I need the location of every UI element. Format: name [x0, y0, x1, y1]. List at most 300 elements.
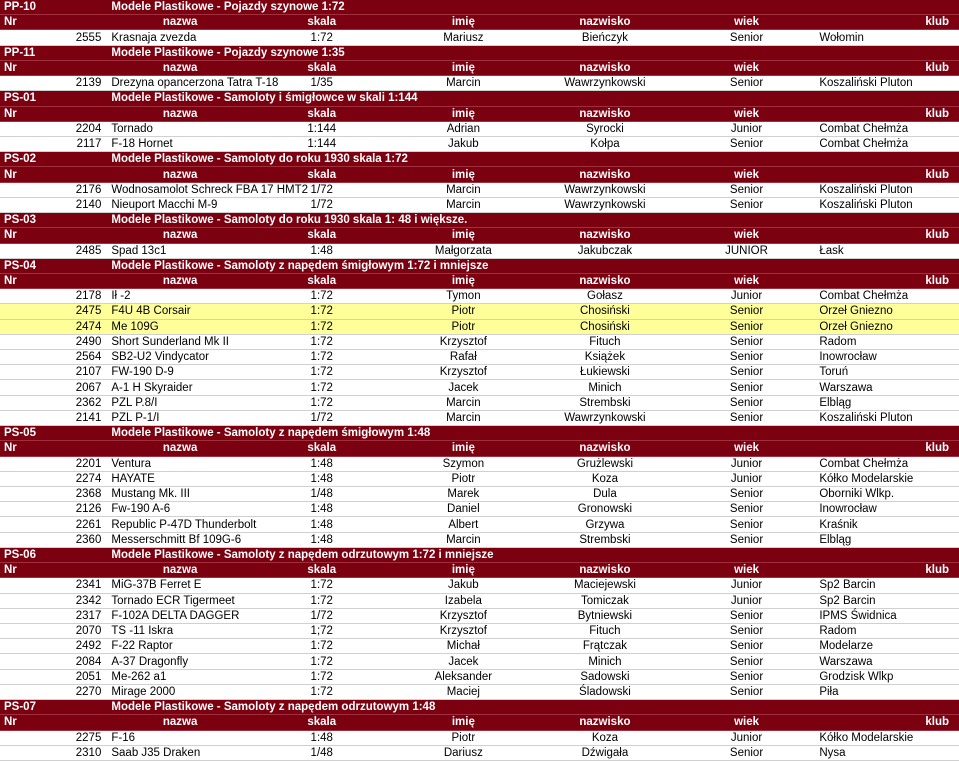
cell-nr: 2275: [0, 730, 109, 745]
column-header-imie: imię: [393, 563, 535, 578]
table-row: [0, 593, 959, 608]
column-header-row: [0, 15, 959, 30]
cell-nazwa: Saab J35 Draken: [109, 745, 251, 760]
cell-imie: Marcin: [393, 410, 535, 425]
cell-imie: Piotr: [393, 319, 535, 334]
cell-nazwa: Me 109G: [109, 319, 251, 334]
cell-wiek: Junior: [676, 471, 818, 486]
category-code: PS-01: [0, 91, 109, 106]
cell-nr: 2141: [0, 410, 109, 425]
cell-klub: Orzeł Gniezno: [817, 319, 959, 334]
cell-nazwisko: Fituch: [534, 623, 676, 638]
column-header-imie: imię: [393, 441, 535, 456]
cell-nazwa: A-37 Dragonfly: [109, 654, 251, 669]
category-row: [0, 426, 959, 441]
table-row: [0, 517, 959, 532]
cell-imie: Krzysztof: [393, 334, 535, 349]
cell-nazwisko: Gołasz: [534, 289, 676, 304]
table-row: [0, 30, 959, 45]
table-row: [0, 745, 959, 760]
table-row: [0, 456, 959, 471]
table-row: [0, 639, 959, 654]
table-row: [0, 684, 959, 699]
cell-wiek: Senior: [676, 684, 818, 699]
category-row: [0, 0, 959, 15]
column-header-nazwa: nazwa: [109, 273, 251, 288]
cell-klub: Combat Chełmża: [817, 136, 959, 151]
cell-nazwisko: Maciejewski: [534, 578, 676, 593]
cell-nr: 2140: [0, 197, 109, 212]
column-header-skala: skala: [251, 715, 393, 730]
cell-nazwisko: Chosiński: [534, 319, 676, 334]
column-header-klub: klub: [817, 715, 959, 730]
column-header-skala: skala: [251, 167, 393, 182]
cell-skala: 1:72: [251, 304, 393, 319]
table-row: [0, 502, 959, 517]
cell-nr: 2051: [0, 669, 109, 684]
cell-imie: Jakub: [393, 578, 535, 593]
table-row: [0, 608, 959, 623]
category-code: PS-07: [0, 700, 109, 715]
column-header-skala: skala: [251, 441, 393, 456]
column-header-klub: klub: [817, 60, 959, 75]
cell-imie: Jacek: [393, 380, 535, 395]
cell-nazwisko: Tomiczak: [534, 593, 676, 608]
category-title: Modele Plastikowe - Samoloty do roku 1930 skala 1: 48 i większe.: [109, 213, 959, 228]
cell-klub: Nysa: [817, 745, 959, 760]
cell-nazwisko: Bytniewski: [534, 608, 676, 623]
cell-wiek: Senior: [676, 380, 818, 395]
cell-wiek: Senior: [676, 410, 818, 425]
category-code: PS-03: [0, 213, 109, 228]
cell-nr: 2485: [0, 243, 109, 258]
column-header-klub: klub: [817, 441, 959, 456]
cell-wiek: Senior: [676, 639, 818, 654]
category-code: PS-05: [0, 426, 109, 441]
cell-skala: 1:144: [251, 121, 393, 136]
category-code: PS-06: [0, 547, 109, 562]
cell-imie: Marcin: [393, 395, 535, 410]
category-row: [0, 700, 959, 715]
cell-imie: Jakub: [393, 136, 535, 151]
cell-nazwisko: Dula: [534, 487, 676, 502]
cell-nazwa: Short Sunderland Mk II: [109, 334, 251, 349]
cell-klub: Inowrocław: [817, 502, 959, 517]
column-header-skala: skala: [251, 15, 393, 30]
column-header-nr: Nr: [0, 60, 109, 75]
cell-nazwa: Tornado ECR Tigermeet: [109, 593, 251, 608]
column-header-row: [0, 106, 959, 121]
table-row: [0, 410, 959, 425]
column-header-nr: Nr: [0, 106, 109, 121]
cell-nazwa: Messerschmitt Bf 109G-6: [109, 532, 251, 547]
category-title: Modele Plastikowe - Samoloty i śmigłowce w skali 1:144: [109, 91, 959, 106]
category-title: Modele Plastikowe - Samoloty z napędem śmigłowym 1:48: [109, 426, 959, 441]
cell-imie: Albert: [393, 517, 535, 532]
cell-klub: Koszaliński Pluton: [817, 410, 959, 425]
cell-skala: 1:48: [251, 471, 393, 486]
column-header-klub: klub: [817, 563, 959, 578]
cell-wiek: Senior: [676, 623, 818, 638]
cell-nazwa: FW-190 D-9: [109, 365, 251, 380]
column-header-wiek: wiek: [676, 106, 818, 121]
cell-wiek: Senior: [676, 395, 818, 410]
category-row: [0, 152, 959, 167]
cell-nr: 2362: [0, 395, 109, 410]
cell-nr: 2555: [0, 30, 109, 45]
cell-klub: Sp2 Barcin: [817, 578, 959, 593]
cell-imie: Piotr: [393, 730, 535, 745]
table-row: [0, 136, 959, 151]
table-row: [0, 578, 959, 593]
cell-skala: 1/72: [251, 197, 393, 212]
cell-klub: Sp2 Barcin: [817, 593, 959, 608]
cell-imie: Izabela: [393, 593, 535, 608]
cell-skala: 1:72: [251, 350, 393, 365]
column-header-imie: imię: [393, 715, 535, 730]
cell-nazwisko: Wawrzynkowski: [534, 76, 676, 91]
cell-nazwa: Krasnaja zvezda: [109, 30, 251, 45]
cell-nr: 2474: [0, 319, 109, 334]
column-header-wiek: wiek: [676, 715, 818, 730]
column-header-nr: Nr: [0, 715, 109, 730]
category-code: PS-04: [0, 258, 109, 273]
cell-imie: Mariusz: [393, 30, 535, 45]
cell-imie: Krzysztof: [393, 608, 535, 623]
cell-imie: Daniel: [393, 502, 535, 517]
cell-imie: Piotr: [393, 304, 535, 319]
cell-skala: 1:72: [251, 684, 393, 699]
cell-klub: Combat Chełmża: [817, 121, 959, 136]
cell-nazwa: PZL P.8/I: [109, 395, 251, 410]
cell-imie: Rafał: [393, 350, 535, 365]
category-row: [0, 91, 959, 106]
cell-nazwa: F-22 Raptor: [109, 639, 251, 654]
cell-wiek: Senior: [676, 197, 818, 212]
cell-nazwisko: Bieńczyk: [534, 30, 676, 45]
cell-nr: 2126: [0, 502, 109, 517]
cell-wiek: Junior: [676, 593, 818, 608]
cell-klub: Koszaliński Pluton: [817, 182, 959, 197]
column-header-skala: skala: [251, 228, 393, 243]
cell-klub: Koszaliński Pluton: [817, 76, 959, 91]
cell-wiek: Senior: [676, 319, 818, 334]
column-header-wiek: wiek: [676, 167, 818, 182]
column-header-klub: klub: [817, 15, 959, 30]
column-header-nazwa: nazwa: [109, 563, 251, 578]
cell-nazwa: Nieuport Macchi M-9: [109, 197, 251, 212]
cell-nazwa: Ił -2: [109, 289, 251, 304]
table-row: [0, 319, 959, 334]
column-header-nazwisko: nazwisko: [534, 60, 676, 75]
cell-nazwisko: Sadowski: [534, 669, 676, 684]
cell-nazwisko: Syrocki: [534, 121, 676, 136]
cell-nazwa: Ventura: [109, 456, 251, 471]
cell-nr: 2368: [0, 487, 109, 502]
cell-nazwisko: Wawrzynkowski: [534, 410, 676, 425]
table-row: [0, 243, 959, 258]
column-header-nazwisko: nazwisko: [534, 228, 676, 243]
column-header-imie: imię: [393, 273, 535, 288]
cell-nr: 2084: [0, 654, 109, 669]
cell-nazwa: A-1 H Skyraider: [109, 380, 251, 395]
cell-nazwisko: Jakubczak: [534, 243, 676, 258]
column-header-nr: Nr: [0, 167, 109, 182]
cell-nazwisko: Grużlewski: [534, 456, 676, 471]
cell-imie: Krzysztof: [393, 365, 535, 380]
column-header-nazwa: nazwa: [109, 441, 251, 456]
cell-wiek: JUNIOR: [676, 243, 818, 258]
cell-wiek: Senior: [676, 517, 818, 532]
cell-nazwisko: Grzywa: [534, 517, 676, 532]
cell-nazwa: Drezyna opancerzona Tatra T-18: [111, 77, 279, 90]
table-row: [0, 669, 959, 684]
cell-nr: 2176: [0, 182, 109, 197]
cell-klub: Koszaliński Pluton: [817, 197, 959, 212]
cell-nr: 2564: [0, 350, 109, 365]
cell-nazwisko: Strembski: [534, 532, 676, 547]
column-header-klub: klub: [817, 106, 959, 121]
cell-nazwa: F-16: [109, 730, 251, 745]
cell-nazwa: F4U 4B Corsair: [109, 304, 251, 319]
column-header-nazwa: nazwa: [109, 106, 251, 121]
column-header-wiek: wiek: [676, 273, 818, 288]
cell-nazwa: PZL P-1/I: [109, 410, 251, 425]
cell-nazwa: Spad 13c1: [109, 243, 251, 258]
cell-klub: Toruń: [817, 365, 959, 380]
category-title: Modele Plastikowe - Samoloty z napędem odrzutowym 1:72 i mniejsze: [109, 547, 959, 562]
cell-nazwa: SB2-U2 Vindycator: [109, 350, 251, 365]
category-title: Modele Plastikowe - Pojazdy szynowe 1:35: [109, 45, 959, 60]
cell-skala: 1:72: [251, 365, 393, 380]
cell-nr: 2317: [0, 608, 109, 623]
column-header-nazwa: nazwa: [109, 715, 251, 730]
column-header-row: [0, 715, 959, 730]
cell-nazwa: Fw-190 A-6: [109, 502, 251, 517]
column-header-row: [0, 167, 959, 182]
cell-klub: Warszawa: [817, 654, 959, 669]
cell-skala: 1/72: [251, 182, 393, 197]
cell-klub: Kraśnik: [817, 517, 959, 532]
cell-imie: Marcin: [393, 532, 535, 547]
cell-nr: 2475: [0, 304, 109, 319]
column-header-klub: klub: [817, 273, 959, 288]
column-header-wiek: wiek: [676, 228, 818, 243]
cell-skala: 1:48: [251, 502, 393, 517]
cell-imie: Marcin: [393, 182, 535, 197]
cell-klub: Oborniki Wlkp.: [817, 487, 959, 502]
cell-nr: 2261: [0, 517, 109, 532]
cell-nazwisko: Śladowski: [534, 684, 676, 699]
cell-skala: 1/72: [251, 608, 393, 623]
cell-skala: 1/48: [251, 745, 393, 760]
cell-nazwisko: Wawrzynkowski: [534, 182, 676, 197]
cell-imie: Michał: [393, 639, 535, 654]
cell-wiek: Senior: [676, 487, 818, 502]
table-row: [0, 380, 959, 395]
column-header-imie: imię: [393, 106, 535, 121]
column-header-imie: imię: [393, 15, 535, 30]
cell-nr: 2204: [0, 121, 109, 136]
cell-klub: Inowrocław: [817, 350, 959, 365]
column-header-wiek: wiek: [676, 60, 818, 75]
cell-wiek: Senior: [676, 365, 818, 380]
cell-nazwa: MiG-37B Ferret E: [109, 578, 251, 593]
table-row: [0, 121, 959, 136]
cell-nazwisko: Koza: [534, 471, 676, 486]
cell-nr: 2341: [0, 578, 109, 593]
column-header-imie: imię: [393, 167, 535, 182]
cell-skala: 1:72: [251, 578, 393, 593]
cell-imie: Marcin: [393, 76, 535, 91]
column-header-skala: skala: [251, 106, 393, 121]
cell-skala: 1:48: [251, 456, 393, 471]
cell-imie: Krzysztof: [393, 623, 535, 638]
cell-nr: 2490: [0, 334, 109, 349]
category-code: PS-02: [0, 152, 109, 167]
column-header-row: [0, 228, 959, 243]
cell-nazwisko: Chosiński: [534, 304, 676, 319]
column-header-nazwisko: nazwisko: [534, 167, 676, 182]
cell-wiek: Senior: [676, 182, 818, 197]
cell-nazwisko: Koza: [534, 730, 676, 745]
cell-nazwa: F-18 Hornet: [109, 136, 251, 151]
cell-klub: Wołomin: [817, 30, 959, 45]
cell-nr: 2310: [0, 745, 109, 760]
table-row: [0, 395, 959, 410]
cell-nazwisko: Fituch: [534, 334, 676, 349]
column-header-skala: skala: [251, 60, 393, 75]
cell-wiek: Junior: [676, 289, 818, 304]
cell-skala: 1:72: [251, 639, 393, 654]
cell-klub: Modelarze: [817, 639, 959, 654]
cell-nazwisko: Strembski: [534, 395, 676, 410]
table-row: [0, 487, 959, 502]
column-header-nazwa: nazwa: [109, 15, 251, 30]
cell-nazwisko: Minich: [534, 654, 676, 669]
cell-nr: 2342: [0, 593, 109, 608]
cell-nazwa: Mustang Mk. III: [109, 487, 251, 502]
cell-klub: Orzeł Gniezno: [817, 304, 959, 319]
cell-nazwa: Me-262 a1: [109, 669, 251, 684]
category-title: Modele Plastikowe - Samoloty do roku 1930 skala 1:72: [109, 152, 959, 167]
column-header-klub: klub: [817, 228, 959, 243]
cell-skala: 1:72: [251, 319, 393, 334]
cell-imie: Maciej: [393, 684, 535, 699]
cell-skala: 1:72: [251, 654, 393, 669]
cell-wiek: Junior: [676, 456, 818, 471]
cell-klub: Kółko Modelarskie: [817, 471, 959, 486]
cell-skala: 1:72: [251, 593, 393, 608]
cell-nazwa: F-102A DELTA DAGGER: [109, 608, 251, 623]
cell-skala: 1:48: [251, 517, 393, 532]
table-row: [0, 350, 959, 365]
cell-imie: Dariusz: [393, 745, 535, 760]
cell-wiek: Senior: [676, 76, 818, 91]
column-header-nr: Nr: [0, 273, 109, 288]
category-title: Modele Plastikowe - Samoloty z napędem odrzutowym 1:48: [109, 700, 959, 715]
cell-skala: 1:72: [251, 380, 393, 395]
cell-klub: Combat Chełmża: [817, 289, 959, 304]
cell-nazwisko: Frątczak: [534, 639, 676, 654]
column-header-nazwa: nazwa: [109, 60, 251, 75]
cell-nazwa: Wodnosamolot Schreck FBA 17 HMT2: [111, 183, 309, 196]
table-row: [0, 197, 959, 212]
cell-skala: 1:48: [251, 730, 393, 745]
cell-wiek: Senior: [676, 654, 818, 669]
cell-klub: Radom: [817, 334, 959, 349]
table-row: [0, 532, 959, 547]
cell-skala: 1/72: [251, 410, 393, 425]
cell-nr: 2270: [0, 684, 109, 699]
table-row: [0, 334, 959, 349]
column-header-row: [0, 441, 959, 456]
cell-imie: Małgorzata: [393, 243, 535, 258]
cell-skala: 1:72: [251, 289, 393, 304]
cell-klub: IPMS Świdnica: [817, 608, 959, 623]
cell-nazwa: Republic P-47D Thunderbolt: [111, 518, 257, 531]
cell-skala: 1:144: [251, 136, 393, 151]
category-row: [0, 547, 959, 562]
cell-nazwa: Mirage 2000: [109, 684, 251, 699]
column-header-nazwisko: nazwisko: [534, 441, 676, 456]
column-header-nazwa: nazwa: [109, 228, 251, 243]
category-row: [0, 213, 959, 228]
cell-nr: 2107: [0, 365, 109, 380]
category-code: PP-10: [0, 0, 109, 15]
cell-wiek: Senior: [676, 304, 818, 319]
cell-wiek: Junior: [676, 578, 818, 593]
cell-nazwisko: Gronowski: [534, 502, 676, 517]
cell-nr: 2139: [0, 76, 109, 91]
cell-nr: 2067: [0, 380, 109, 395]
column-header-nr: Nr: [0, 441, 109, 456]
column-header-row: [0, 563, 959, 578]
cell-klub: Warszawa: [817, 380, 959, 395]
cell-imie: Piotr: [393, 471, 535, 486]
cell-nr: 2117: [0, 136, 109, 151]
cell-imie: Adrian: [393, 121, 535, 136]
cell-wiek: Senior: [676, 136, 818, 151]
column-header-skala: skala: [251, 563, 393, 578]
cell-imie: Szymon: [393, 456, 535, 471]
cell-skala: 1:72: [251, 30, 393, 45]
cell-nr: 2492: [0, 639, 109, 654]
cell-nr: 2201: [0, 456, 109, 471]
table-row: [0, 182, 959, 197]
column-header-klub: klub: [817, 167, 959, 182]
column-header-wiek: wiek: [676, 563, 818, 578]
cell-wiek: Senior: [676, 502, 818, 517]
cell-nr: 2178: [0, 289, 109, 304]
cell-wiek: Senior: [676, 745, 818, 760]
cell-wiek: Senior: [676, 30, 818, 45]
cell-imie: Marek: [393, 487, 535, 502]
column-header-nazwa: nazwa: [109, 167, 251, 182]
column-header-row: [0, 60, 959, 75]
cell-nazwisko: Książek: [534, 350, 676, 365]
column-header-nazwisko: nazwisko: [534, 106, 676, 121]
table-row: [0, 289, 959, 304]
column-header-nr: Nr: [0, 563, 109, 578]
cell-wiek: Senior: [676, 669, 818, 684]
category-row: [0, 45, 959, 60]
cell-nazwisko: Łukiewski: [534, 365, 676, 380]
cell-wiek: Senior: [676, 532, 818, 547]
cell-imie: Tymon: [393, 289, 535, 304]
column-header-imie: imię: [393, 60, 535, 75]
cell-klub: Piła: [817, 684, 959, 699]
